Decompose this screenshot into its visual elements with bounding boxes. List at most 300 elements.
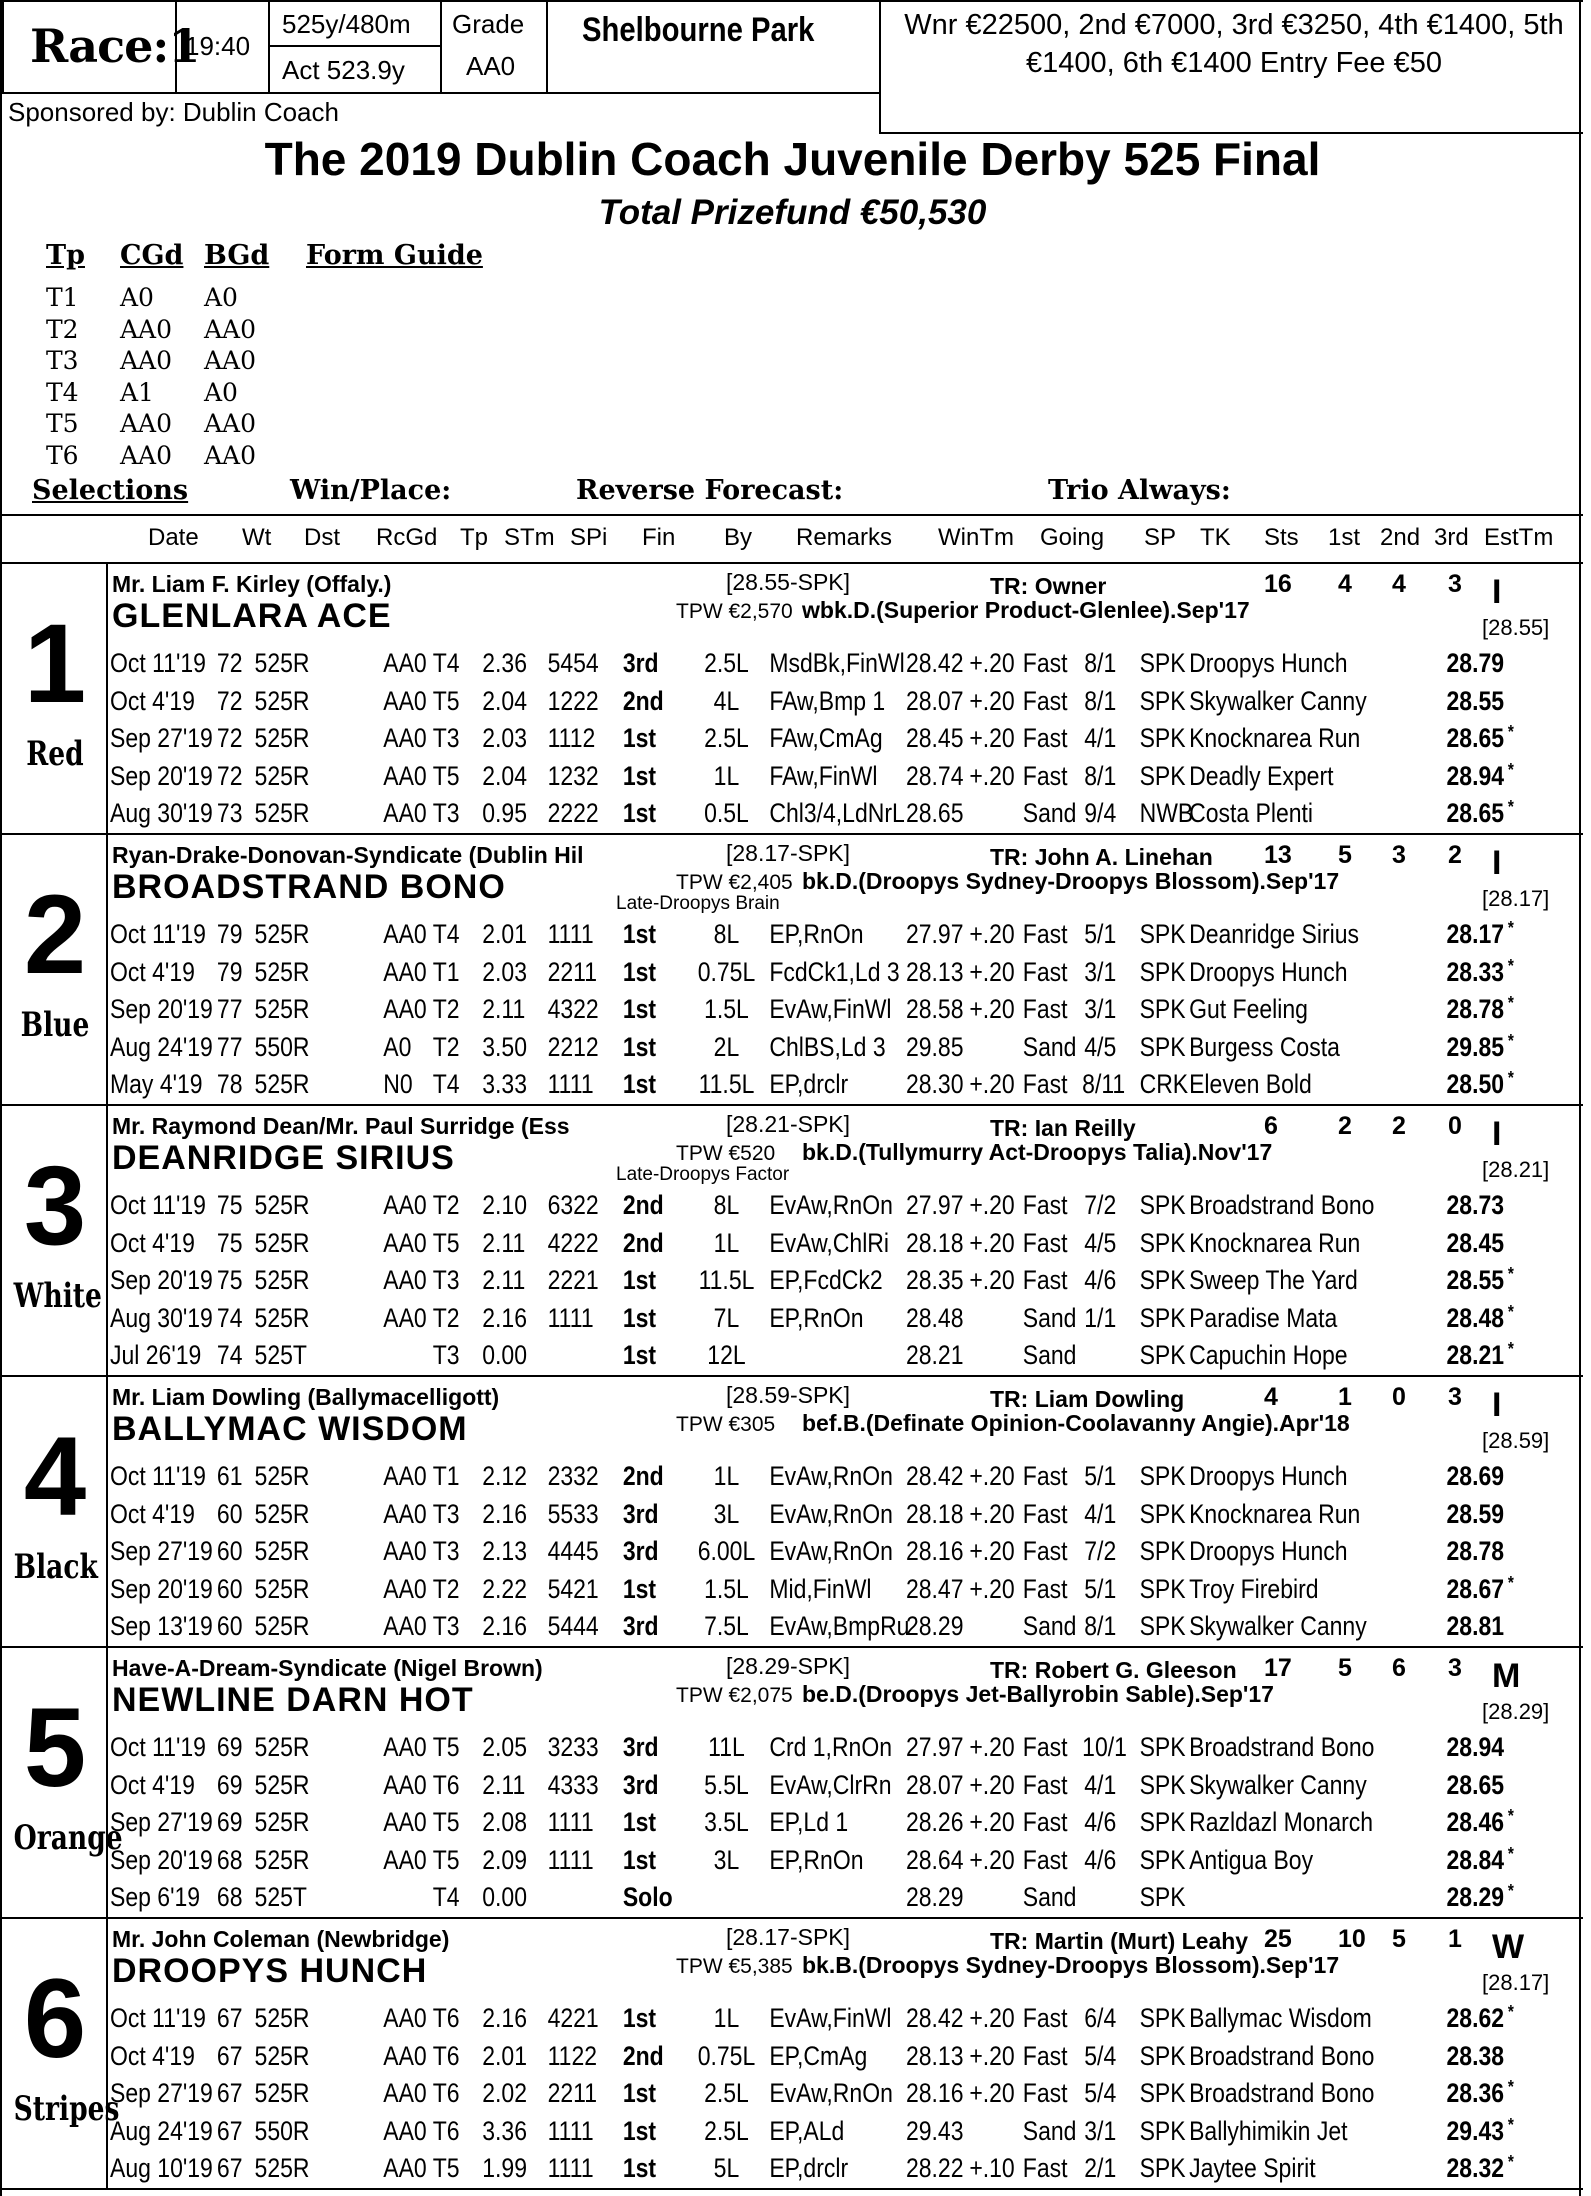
form-race-grade: AA0 — [383, 1807, 427, 1837]
form-win-time: 27.97 — [905, 1190, 964, 1220]
selections-label: Selections — [32, 475, 189, 506]
form-row — [110, 1028, 1526, 1066]
form-winner: Razldazl Monarch — [1189, 1807, 1374, 1837]
form-winner: Knocknarea Run — [1189, 723, 1361, 753]
breeding: bef.B.(Definate Opinion-Coolavanny Angie).Apr'18 — [802, 1410, 1350, 1436]
grade-best: AA0 — [204, 346, 257, 375]
form-race-grade: AA0 — [383, 2003, 427, 2033]
form-going-adjust: +.20 — [969, 1844, 1015, 1875]
form-starting-price: 3/1 — [1084, 2115, 1117, 2146]
grade-best: AA0 — [204, 314, 257, 344]
form-weight: 67 — [216, 2115, 243, 2146]
form-row — [110, 644, 1526, 682]
grades-header-bgd: BGd — [204, 240, 270, 271]
form-est-time: 28.65 — [1446, 798, 1505, 828]
form-by-distance: 11.5L — [698, 1265, 755, 1295]
form-row — [110, 915, 1526, 953]
form-remarks: FcdCk1,Ld 3 — [769, 956, 900, 987]
stat-first: 5 — [1338, 841, 1352, 869]
form-winner: Knocknarea Run — [1189, 1498, 1361, 1529]
form-row — [110, 1728, 1526, 1766]
form-track: SPK — [1139, 1302, 1186, 1333]
form-row — [110, 1570, 1526, 1608]
form-split-positions: 3233 — [547, 1732, 599, 1762]
form-split-positions: 2222 — [547, 798, 599, 828]
form-finish: 1st — [622, 2153, 657, 2183]
form-win-time: 28.42 — [905, 648, 964, 678]
form-distance: 525R — [254, 2003, 310, 2033]
form-going: Fast — [1022, 1461, 1068, 1491]
form-by-distance: 11L — [708, 1732, 745, 1762]
form-distance: 525R — [254, 2153, 310, 2183]
form-sectional-time: 2.11 — [482, 1227, 526, 1258]
form-going: Sand — [1022, 1031, 1077, 1062]
form-trap: T3 — [432, 798, 460, 828]
stat-second: 6 — [1392, 1654, 1406, 1682]
form-sectional-time: 2.36 — [482, 648, 527, 678]
pace-code: W — [1492, 1928, 1525, 1966]
runner-divider — [2, 2188, 1583, 2190]
form-remarks: EvAw,BmpRu — [769, 1611, 910, 1641]
form-est-time: 28.29 — [1446, 1882, 1505, 1912]
late-note: Late-Droopys Factor — [616, 1164, 790, 1185]
pace-time: [28.29] — [1482, 1699, 1550, 1724]
grade-best: A0 — [204, 283, 238, 312]
form-sectional-time: 2.16 — [482, 1498, 527, 1529]
form-finish: Solo — [622, 1882, 673, 1912]
form-split-positions: 2211 — [547, 2078, 598, 2108]
form-split-positions: 2211 — [547, 956, 598, 987]
form-finish: 1st — [622, 2115, 657, 2146]
form-starting-price: 7/2 — [1084, 1190, 1117, 1220]
form-remarks: EP,drclr — [769, 2153, 849, 2183]
form-distance: 525R — [254, 1069, 310, 1099]
form-split-positions: 1112 — [547, 723, 596, 753]
form-remarks: EvAw,RnOn — [769, 1190, 893, 1220]
form-going: Sand — [1022, 798, 1077, 828]
form-win-time: 28.42 — [905, 1461, 964, 1491]
best-time: [28.29-SPK] — [726, 1653, 851, 1679]
form-going: Fast — [1022, 1769, 1068, 1800]
form-finish: 1st — [622, 760, 657, 791]
form-date: Oct 11'19 — [110, 1732, 206, 1762]
form-finish: 2nd — [622, 685, 664, 716]
form-win-time: 27.97 — [905, 1732, 964, 1762]
stat-second: 0 — [1392, 1383, 1406, 1411]
form-remarks: EvAw,FinWl — [769, 2003, 892, 2033]
form-date: May 4'19 — [110, 1069, 203, 1099]
form-by-distance: 8L — [713, 919, 740, 949]
form-est-time: 28.69 — [1446, 1461, 1505, 1491]
form-starting-price: 3/1 — [1084, 994, 1117, 1024]
form-winner: Broadstrand Bono — [1189, 2040, 1375, 2071]
form-distance: 525R — [254, 1265, 310, 1295]
form-finish: 1st — [622, 2078, 657, 2108]
form-going: Fast — [1022, 1732, 1068, 1762]
form-est-time: 28.45 — [1446, 1227, 1505, 1258]
sponsor-text: Sponsored by: Dublin Coach — [8, 97, 339, 127]
stat-third: 2 — [1448, 841, 1462, 869]
form-row — [110, 1336, 1526, 1374]
form-by-distance: 8L — [713, 1190, 740, 1220]
form-race-grade: AA0 — [383, 1573, 427, 1604]
form-by-distance: 6.00L — [697, 1536, 756, 1566]
form-trap: T3 — [432, 723, 460, 753]
stat-second: 2 — [1392, 1112, 1406, 1140]
form-est-time: 28.65 — [1446, 1769, 1505, 1800]
form-race-grade: AA0 — [383, 994, 427, 1024]
form-weight: 74 — [216, 1340, 243, 1370]
form-est-flag: * — [1507, 993, 1514, 1013]
race-number-box — [2, 0, 200, 94]
form-starting-price: 4/6 — [1084, 1265, 1117, 1295]
form-winner: Gut Feeling — [1189, 994, 1308, 1024]
form-split-positions: 5454 — [547, 648, 599, 678]
form-win-time: 28.64 — [905, 1844, 964, 1875]
form-starting-price: 3/1 — [1084, 956, 1117, 987]
form-remarks: Crd 1,RnOn — [769, 1732, 892, 1762]
form-finish: 3rd — [622, 1732, 659, 1762]
grade-trap: T2 — [46, 314, 79, 344]
form-remarks: ChlBS,Ld 3 — [769, 1031, 886, 1062]
grade-best: AA0 — [204, 440, 257, 470]
form-row — [110, 1186, 1526, 1224]
form-trap: T3 — [432, 1611, 460, 1641]
form-est-time: 28.48 — [1446, 1302, 1505, 1333]
form-trap: T5 — [432, 1844, 460, 1875]
form-weight: 77 — [216, 1031, 243, 1062]
form-track: SPK — [1139, 994, 1186, 1024]
form-distance: 525R — [254, 1769, 310, 1800]
form-split-positions: 1232 — [547, 760, 599, 791]
trainer: TR: Owner — [990, 573, 1107, 599]
form-race-grade: AA0 — [383, 2153, 427, 2183]
form-race-grade: AA0 — [383, 1190, 427, 1220]
form-sectional-time: 2.11 — [482, 994, 526, 1024]
form-going: Sand — [1022, 1340, 1077, 1370]
form-split-positions: 4445 — [547, 1536, 599, 1566]
form-distance: 525R — [254, 2040, 310, 2071]
form-finish: 2nd — [622, 1461, 664, 1491]
form-trap: T5 — [432, 1807, 460, 1837]
form-going: Fast — [1022, 1807, 1068, 1837]
form-row — [110, 1261, 1526, 1299]
column-header-stm: STm — [504, 524, 555, 551]
form-track: SPK — [1139, 1611, 1186, 1641]
column-header-sts: Sts — [1264, 524, 1299, 551]
form-distance: 525R — [254, 994, 310, 1024]
form-trap: T1 — [432, 1461, 460, 1491]
form-track: SPK — [1139, 919, 1186, 949]
form-track: SPK — [1139, 2078, 1186, 2108]
form-win-time: 28.65 — [905, 798, 964, 828]
trainer: TR: Robert G. Gleeson — [990, 1657, 1237, 1683]
form-starting-price: 8/1 — [1084, 685, 1117, 716]
form-track: SPK — [1139, 1844, 1186, 1875]
prizes-box — [879, 0, 1583, 134]
form-est-time: 28.81 — [1446, 1611, 1505, 1641]
form-finish: 2nd — [622, 1227, 664, 1258]
win-place-label: Win/Place: — [290, 475, 452, 506]
form-date: Sep 27'19 — [110, 723, 213, 753]
form-by-distance: 4L — [713, 685, 740, 716]
dog-name: BROADSTRAND BONO — [112, 868, 506, 906]
trainer: TR: John A. Linehan — [990, 844, 1213, 870]
runner-block — [2, 1648, 1583, 1919]
form-date: Aug 30'19 — [110, 1302, 213, 1333]
form-going: Fast — [1022, 2153, 1068, 2183]
form-date: Aug 10'19 — [110, 2153, 213, 2183]
form-finish: 1st — [622, 1069, 657, 1099]
form-by-distance: 3L — [713, 1498, 740, 1529]
form-race-grade: AA0 — [383, 956, 427, 987]
form-trap: T2 — [432, 1031, 460, 1062]
form-est-time: 28.50 — [1446, 1069, 1505, 1099]
form-trap: T3 — [432, 1498, 460, 1529]
form-row — [110, 682, 1526, 720]
form-weight: 69 — [216, 1807, 243, 1837]
form-finish: 3rd — [622, 1611, 659, 1641]
header-divider — [2, 514, 1583, 516]
form-starting-price: 8/11 — [1082, 1069, 1126, 1099]
form-race-grade: AA0 — [383, 685, 427, 716]
dog-name: DEANRIDGE SIRIUS — [112, 1139, 455, 1177]
form-distance: 525R — [254, 919, 310, 949]
form-going-adjust: +.20 — [969, 723, 1015, 753]
race-label: Race:1 — [30, 19, 200, 73]
tpw: TPW €2,405 — [676, 871, 793, 894]
form-track: SPK — [1139, 956, 1186, 987]
form-sectional-time: 2.12 — [482, 1461, 527, 1491]
form-race-grade: AA0 — [383, 1611, 427, 1641]
form-going: Fast — [1022, 760, 1068, 791]
form-date: Oct 11'19 — [110, 648, 206, 678]
tpw: TPW €520 — [676, 1142, 776, 1165]
form-date: Oct 11'19 — [110, 1190, 206, 1220]
form-distance: 525R — [254, 1227, 310, 1258]
track-box — [546, 0, 881, 94]
form-win-time: 28.29 — [905, 1611, 964, 1641]
form-track: SPK — [1139, 1536, 1186, 1566]
form-est-time: 28.36 — [1446, 2078, 1505, 2108]
form-going: Sand — [1022, 1302, 1077, 1333]
form-win-time: 27.97 — [905, 919, 964, 949]
form-weight: 72 — [216, 685, 243, 716]
form-trap: T6 — [432, 2003, 460, 2033]
form-split-positions: 5421 — [547, 1573, 599, 1604]
form-going-adjust: +.20 — [969, 2078, 1015, 2108]
form-remarks: EvAw,RnOn — [769, 1461, 893, 1491]
form-finish: 3rd — [622, 648, 659, 678]
form-race-grade: AA0 — [383, 1302, 427, 1333]
form-row — [110, 2074, 1526, 2112]
form-track: SPK — [1139, 1573, 1186, 1604]
form-distance: 525R — [254, 1461, 310, 1491]
best-time: [28.59-SPK] — [726, 1382, 851, 1408]
form-by-distance: 11.5L — [698, 1069, 755, 1099]
stat-third: 3 — [1448, 570, 1462, 598]
form-trap: T5 — [432, 1227, 460, 1258]
grades-header-cgd: CGd — [120, 240, 184, 271]
form-finish: 1st — [622, 723, 657, 753]
form-weight: 75 — [216, 1227, 243, 1258]
form-going-adjust: +.20 — [969, 1573, 1015, 1604]
stat-second: 5 — [1392, 1925, 1406, 1953]
form-starting-price: 5/4 — [1084, 2078, 1117, 2108]
column-header-dst: Dst — [304, 524, 340, 551]
grade-best: A0 — [204, 377, 238, 407]
form-trap: T2 — [432, 1573, 460, 1604]
form-starting-price: 4/6 — [1084, 1807, 1117, 1837]
best-time: [28.17-SPK] — [726, 1924, 851, 1950]
form-by-distance: 0.75L — [697, 956, 756, 987]
form-track: NWB — [1139, 798, 1194, 828]
form-est-flag: * — [1507, 1881, 1514, 1901]
form-remarks: EvAw,ChlRi — [769, 1227, 890, 1258]
form-date: Sep 27'19 — [110, 2078, 213, 2108]
form-win-time: 28.45 — [905, 723, 964, 753]
form-distance: 525R — [254, 685, 310, 716]
runner-block — [2, 564, 1583, 835]
form-split-positions: 6322 — [547, 1190, 599, 1220]
form-by-distance: 2.5L — [704, 2115, 749, 2146]
grade-current: AA0 — [120, 409, 173, 438]
column-header-wt: Wt — [242, 524, 272, 551]
form-winner: Droopys Hunch — [1189, 1536, 1348, 1566]
form-winner: Droopys Hunch — [1189, 956, 1348, 987]
form-win-time: 28.29 — [905, 1882, 964, 1912]
form-track: SPK — [1139, 1190, 1186, 1220]
form-remarks: EvAw,RnOn — [769, 1536, 893, 1566]
column-header-remarks: Remarks — [796, 524, 893, 551]
column-header-spi: SPi — [570, 524, 608, 551]
form-starting-price: 4/1 — [1084, 1769, 1117, 1800]
column-header-rcgd: RcGd — [376, 524, 438, 551]
form-by-distance: 1L — [713, 1461, 740, 1491]
form-starting-price: 4/5 — [1084, 1227, 1117, 1258]
form-finish: 1st — [622, 994, 657, 1024]
form-win-time: 28.07 — [905, 1769, 964, 1800]
form-remarks: EvAw,FinWl — [769, 994, 892, 1024]
form-track: SPK — [1139, 1732, 1186, 1762]
form-win-time: 28.13 — [905, 956, 964, 987]
form-race-grade: AA0 — [383, 2078, 427, 2108]
form-winner: Broadstrand Bono — [1189, 1190, 1375, 1220]
pace-time: [28.17] — [1482, 1970, 1550, 1995]
form-split-positions: 1111 — [547, 1844, 594, 1875]
pace-time: [28.17] — [1482, 886, 1550, 911]
form-distance: 525R — [254, 1536, 310, 1566]
grade-trap: T3 — [46, 346, 79, 375]
form-race-grade: AA0 — [383, 1265, 427, 1295]
form-sectional-time: 3.33 — [482, 1069, 527, 1099]
form-est-flag: * — [1507, 1339, 1514, 1359]
form-going: Fast — [1022, 2003, 1068, 2033]
form-row — [110, 1607, 1526, 1645]
form-track: SPK — [1139, 1807, 1186, 1837]
form-sectional-time: 2.01 — [482, 919, 527, 949]
breeding: wbk.D.(Superior Product-Glenlee).Sep'17 — [802, 597, 1250, 623]
runner-block — [2, 1377, 1583, 1648]
form-row — [110, 2149, 1526, 2187]
form-going-adjust: +.20 — [969, 1498, 1015, 1529]
form-going-adjust: +.20 — [969, 1461, 1015, 1491]
form-distance: 525R — [254, 1844, 310, 1875]
form-sectional-time: 2.22 — [482, 1573, 527, 1604]
owner: Mr. Raymond Dean/Mr. Paul Surridge (Ess — [112, 1113, 570, 1139]
form-row — [110, 719, 1526, 757]
best-time: [28.17-SPK] — [726, 840, 851, 866]
stat-second: 3 — [1392, 841, 1406, 869]
form-est-time: 28.33 — [1446, 956, 1505, 987]
form-row — [110, 1803, 1526, 1841]
form-est-flag: * — [1507, 1264, 1514, 1284]
form-trap: T2 — [432, 994, 460, 1024]
stat-first: 10 — [1338, 1925, 1366, 1953]
column-header-sp: SP — [1144, 524, 1177, 551]
form-remarks: Chl3/4,LdNrL — [769, 798, 905, 828]
tpw: TPW €5,385 — [676, 1955, 793, 1978]
form-win-time: 28.22 — [905, 2153, 964, 2183]
trainer: TR: Martin (Murt) Leahy — [990, 1928, 1249, 1954]
pace-code: M — [1492, 1657, 1521, 1695]
form-distance: 525R — [254, 648, 310, 678]
form-remarks: EP,ALd — [769, 2115, 845, 2146]
form-sectional-time: 2.13 — [482, 1536, 527, 1566]
form-est-flag: * — [1507, 2002, 1514, 2022]
pace-time: [28.59] — [1482, 1428, 1550, 1453]
form-split-positions: 2332 — [547, 1461, 599, 1491]
form-est-time: 28.67 — [1446, 1573, 1505, 1604]
form-going-adjust: +.20 — [969, 1227, 1015, 1258]
form-track: SPK — [1139, 2115, 1186, 2146]
form-est-time: 28.21 — [1446, 1340, 1505, 1370]
grade-current: A0 — [120, 283, 154, 312]
form-going: Fast — [1022, 1227, 1068, 1258]
form-by-distance: 1L — [713, 2003, 740, 2033]
form-finish: 1st — [622, 1573, 657, 1604]
form-trap: T1 — [432, 956, 460, 987]
form-win-time: 29.85 — [905, 1031, 964, 1062]
runner-block — [2, 1919, 1583, 2190]
tpw: TPW €305 — [676, 1413, 776, 1436]
form-remarks: FAw,Bmp 1 — [769, 685, 886, 716]
form-by-distance: 0.75L — [697, 2040, 756, 2071]
pace-code: I — [1492, 844, 1502, 882]
form-split-positions: 4333 — [547, 1769, 599, 1800]
form-going: Fast — [1022, 1573, 1068, 1604]
form-starting-price: 2/1 — [1084, 2153, 1117, 2183]
form-going: Sand — [1022, 1611, 1077, 1641]
form-trap: T5 — [432, 1732, 460, 1762]
form-going: Fast — [1022, 1190, 1068, 1220]
form-track: SPK — [1139, 1461, 1186, 1491]
form-win-time: 28.16 — [905, 2078, 964, 2108]
form-going: Fast — [1022, 956, 1068, 987]
form-est-flag: * — [1507, 1068, 1514, 1088]
form-distance: 525R — [254, 723, 310, 753]
race-time-box — [175, 0, 270, 94]
form-sectional-time: 2.04 — [482, 760, 527, 791]
owner: Mr. John Coleman (Newbridge) — [112, 1926, 450, 1952]
form-sectional-time: 2.08 — [482, 1807, 527, 1837]
form-est-flag: * — [1507, 1843, 1514, 1864]
form-date: Oct 4'19 — [110, 1769, 195, 1800]
trap-colour: Black — [13, 1547, 98, 1587]
form-going: Fast — [1022, 648, 1068, 678]
form-by-distance: 1L — [713, 760, 740, 791]
form-win-time: 28.16 — [905, 1536, 964, 1566]
